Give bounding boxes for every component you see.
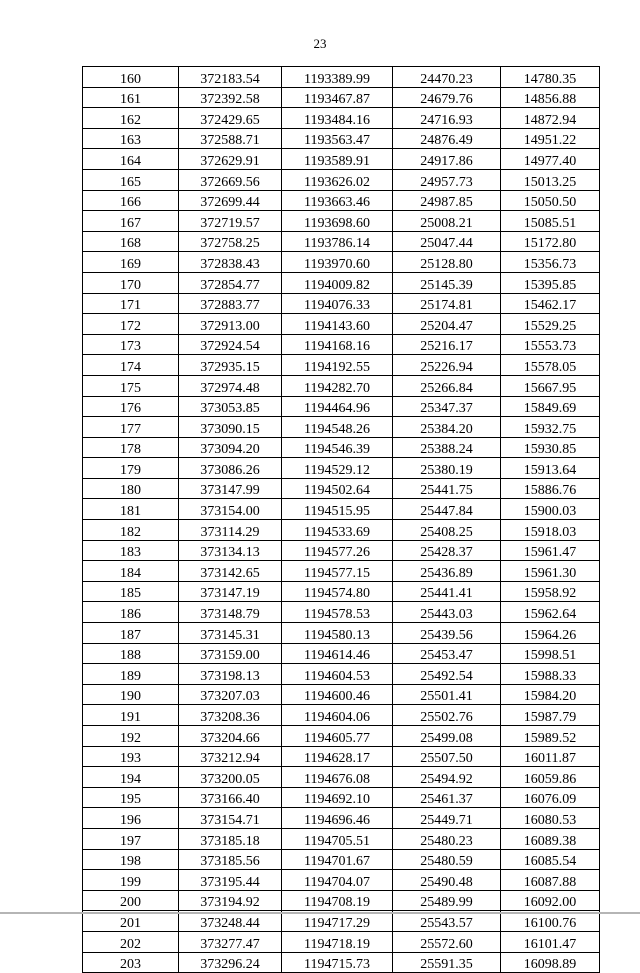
local-x-cell: 25008.21 <box>393 211 501 232</box>
local-y-cell: 15984.20 <box>501 684 600 705</box>
y-coordinate-cell: 1194600.46 <box>282 684 393 705</box>
local-y-cell: 16080.53 <box>501 808 600 829</box>
local-x-cell: 25128.80 <box>393 252 501 273</box>
table-row <box>83 931 600 952</box>
local-x-cell: 25439.56 <box>393 623 501 644</box>
local-y-cell: 15918.03 <box>501 520 600 541</box>
local-y-cell: 15172.80 <box>501 231 600 252</box>
point-number-cell: 199 <box>83 870 179 891</box>
x-coordinate-cell: 373090.15 <box>179 417 282 438</box>
table-row <box>83 272 600 293</box>
local-y-cell: 16085.54 <box>501 849 600 870</box>
y-coordinate-cell: 1194717.29 <box>282 911 393 932</box>
table-row <box>83 870 600 891</box>
table-row <box>83 375 600 396</box>
x-coordinate-cell: 372838.43 <box>179 252 282 273</box>
table-row <box>83 478 600 499</box>
point-number-cell: 162 <box>83 108 179 129</box>
local-x-cell: 25499.08 <box>393 726 501 747</box>
local-y-cell: 16098.89 <box>501 952 600 973</box>
table-row <box>83 602 600 623</box>
point-number-cell: 163 <box>83 128 179 149</box>
point-number-cell: 175 <box>83 375 179 396</box>
y-coordinate-cell: 1194705.51 <box>282 828 393 849</box>
local-y-cell: 15964.26 <box>501 623 600 644</box>
table-row <box>83 293 600 314</box>
local-x-cell: 25453.47 <box>393 643 501 664</box>
table-row <box>83 190 600 211</box>
local-y-cell: 15395.85 <box>501 272 600 293</box>
x-coordinate-cell: 372699.44 <box>179 190 282 211</box>
local-x-cell: 25489.99 <box>393 890 501 911</box>
point-number-cell: 187 <box>83 623 179 644</box>
local-x-cell: 25480.23 <box>393 828 501 849</box>
point-number-cell: 195 <box>83 787 179 808</box>
local-y-cell: 16100.76 <box>501 911 600 932</box>
local-y-cell: 15578.05 <box>501 355 600 376</box>
table-row <box>83 540 600 561</box>
local-x-cell: 25449.71 <box>393 808 501 829</box>
point-number-cell: 178 <box>83 437 179 458</box>
table-row <box>83 664 600 685</box>
y-coordinate-cell: 1194704.07 <box>282 870 393 891</box>
y-coordinate-cell: 1194628.17 <box>282 746 393 767</box>
point-number-cell: 191 <box>83 705 179 726</box>
point-number-cell: 183 <box>83 540 179 561</box>
point-number-cell: 170 <box>83 272 179 293</box>
table-row <box>83 952 600 973</box>
local-x-cell: 25441.75 <box>393 478 501 499</box>
x-coordinate-cell: 373094.20 <box>179 437 282 458</box>
x-coordinate-cell: 372935.15 <box>179 355 282 376</box>
point-number-cell: 174 <box>83 355 179 376</box>
local-y-cell: 15930.85 <box>501 437 600 458</box>
y-coordinate-cell: 1194546.39 <box>282 437 393 458</box>
local-y-cell: 14951.22 <box>501 128 600 149</box>
x-coordinate-cell: 373208.36 <box>179 705 282 726</box>
table-row <box>83 849 600 870</box>
local-x-cell: 25572.60 <box>393 931 501 952</box>
y-coordinate-cell: 1194548.26 <box>282 417 393 438</box>
y-coordinate-cell: 1194577.26 <box>282 540 393 561</box>
coordinates-table <box>82 66 600 973</box>
y-coordinate-cell: 1194192.55 <box>282 355 393 376</box>
table-row <box>83 787 600 808</box>
local-x-cell: 25591.35 <box>393 952 501 973</box>
local-y-cell: 16076.09 <box>501 787 600 808</box>
x-coordinate-cell: 373166.40 <box>179 787 282 808</box>
point-number-cell: 202 <box>83 931 179 952</box>
local-x-cell: 25501.41 <box>393 684 501 705</box>
y-coordinate-cell: 1194168.16 <box>282 334 393 355</box>
point-number-cell: 172 <box>83 314 179 335</box>
point-number-cell: 167 <box>83 211 179 232</box>
y-coordinate-cell: 1194574.80 <box>282 581 393 602</box>
x-coordinate-cell: 373142.65 <box>179 561 282 582</box>
x-coordinate-cell: 373154.00 <box>179 499 282 520</box>
point-number-cell: 165 <box>83 169 179 190</box>
local-y-cell: 15886.76 <box>501 478 600 499</box>
table-row <box>83 890 600 911</box>
point-number-cell: 181 <box>83 499 179 520</box>
local-y-cell: 15958.92 <box>501 581 600 602</box>
x-coordinate-cell: 373185.56 <box>179 849 282 870</box>
x-coordinate-cell: 372913.00 <box>179 314 282 335</box>
point-number-cell: 197 <box>83 828 179 849</box>
local-y-cell: 14780.35 <box>501 67 600 88</box>
x-coordinate-cell: 372588.71 <box>179 128 282 149</box>
local-y-cell: 14977.40 <box>501 149 600 170</box>
local-x-cell: 25216.17 <box>393 334 501 355</box>
local-y-cell: 15961.47 <box>501 540 600 561</box>
x-coordinate-cell: 373159.00 <box>179 643 282 664</box>
x-coordinate-cell: 373194.92 <box>179 890 282 911</box>
x-coordinate-cell: 373185.18 <box>179 828 282 849</box>
x-coordinate-cell: 373195.44 <box>179 870 282 891</box>
x-coordinate-cell: 372719.57 <box>179 211 282 232</box>
x-coordinate-cell: 373212.94 <box>179 746 282 767</box>
table-row <box>83 643 600 664</box>
x-coordinate-cell: 372392.58 <box>179 87 282 108</box>
table-row <box>83 355 600 376</box>
local-y-cell: 16101.47 <box>501 931 600 952</box>
table-row <box>83 211 600 232</box>
x-coordinate-cell: 373114.29 <box>179 520 282 541</box>
coordinates-table-body <box>83 67 600 973</box>
local-x-cell: 25384.20 <box>393 417 501 438</box>
local-x-cell: 25388.24 <box>393 437 501 458</box>
y-coordinate-cell: 1194009.82 <box>282 272 393 293</box>
y-coordinate-cell: 1194605.77 <box>282 726 393 747</box>
point-number-cell: 188 <box>83 643 179 664</box>
point-number-cell: 161 <box>83 87 179 108</box>
point-number-cell: 201 <box>83 911 179 932</box>
local-x-cell: 25174.81 <box>393 293 501 314</box>
x-coordinate-cell: 373154.71 <box>179 808 282 829</box>
table-row <box>83 828 600 849</box>
x-coordinate-cell: 373147.19 <box>179 581 282 602</box>
local-x-cell: 25266.84 <box>393 375 501 396</box>
y-coordinate-cell: 1194464.96 <box>282 396 393 417</box>
table-row <box>83 334 600 355</box>
x-coordinate-cell: 373296.24 <box>179 952 282 973</box>
x-coordinate-cell: 373198.13 <box>179 664 282 685</box>
table-row <box>83 67 600 88</box>
y-coordinate-cell: 1193389.99 <box>282 67 393 88</box>
table-row <box>83 314 600 335</box>
y-coordinate-cell: 1194696.46 <box>282 808 393 829</box>
y-coordinate-cell: 1194604.06 <box>282 705 393 726</box>
table-row <box>83 128 600 149</box>
x-coordinate-cell: 372183.54 <box>179 67 282 88</box>
x-coordinate-cell: 372669.56 <box>179 169 282 190</box>
x-coordinate-cell: 372758.25 <box>179 231 282 252</box>
point-number-cell: 177 <box>83 417 179 438</box>
table-row <box>83 499 600 520</box>
local-x-cell: 25428.37 <box>393 540 501 561</box>
point-number-cell: 180 <box>83 478 179 499</box>
point-number-cell: 182 <box>83 520 179 541</box>
local-x-cell: 24679.76 <box>393 87 501 108</box>
x-coordinate-cell: 373204.66 <box>179 726 282 747</box>
point-number-cell: 193 <box>83 746 179 767</box>
point-number-cell: 173 <box>83 334 179 355</box>
point-number-cell: 192 <box>83 726 179 747</box>
table-row <box>83 231 600 252</box>
local-y-cell: 15989.52 <box>501 726 600 747</box>
table-row <box>83 581 600 602</box>
local-x-cell: 25441.41 <box>393 581 501 602</box>
x-coordinate-cell: 373248.44 <box>179 911 282 932</box>
local-y-cell: 15900.03 <box>501 499 600 520</box>
point-number-cell: 171 <box>83 293 179 314</box>
point-number-cell: 196 <box>83 808 179 829</box>
point-number-cell: 169 <box>83 252 179 273</box>
local-y-cell: 16092.00 <box>501 890 600 911</box>
local-y-cell: 14856.88 <box>501 87 600 108</box>
y-coordinate-cell: 1194533.69 <box>282 520 393 541</box>
local-x-cell: 25408.25 <box>393 520 501 541</box>
point-number-cell: 168 <box>83 231 179 252</box>
table-row <box>83 108 600 129</box>
page-number: 23 <box>313 36 327 51</box>
table-row <box>83 767 600 788</box>
local-y-cell: 16087.88 <box>501 870 600 891</box>
local-x-cell: 24917.86 <box>393 149 501 170</box>
x-coordinate-cell: 372629.91 <box>179 149 282 170</box>
local-x-cell: 25436.89 <box>393 561 501 582</box>
point-number-cell: 194 <box>83 767 179 788</box>
local-y-cell: 15529.25 <box>501 314 600 335</box>
point-number-cell: 166 <box>83 190 179 211</box>
table-row <box>83 808 600 829</box>
local-x-cell: 25543.57 <box>393 911 501 932</box>
y-coordinate-cell: 1194578.53 <box>282 602 393 623</box>
y-coordinate-cell: 1194143.60 <box>282 314 393 335</box>
point-number-cell: 185 <box>83 581 179 602</box>
x-coordinate-cell: 373086.26 <box>179 458 282 479</box>
table-row <box>83 705 600 726</box>
local-x-cell: 24470.23 <box>393 67 501 88</box>
point-number-cell: 203 <box>83 952 179 973</box>
x-coordinate-cell: 372854.77 <box>179 272 282 293</box>
local-y-cell: 15462.17 <box>501 293 600 314</box>
y-coordinate-cell: 1194692.10 <box>282 787 393 808</box>
table-row <box>83 561 600 582</box>
y-coordinate-cell: 1194282.70 <box>282 375 393 396</box>
local-x-cell: 25204.47 <box>393 314 501 335</box>
local-x-cell: 25047.44 <box>393 231 501 252</box>
y-coordinate-cell: 1194715.73 <box>282 952 393 973</box>
page-bottom-edge <box>0 912 640 914</box>
table-row <box>83 252 600 273</box>
local-y-cell: 15849.69 <box>501 396 600 417</box>
local-y-cell: 15988.33 <box>501 664 600 685</box>
x-coordinate-cell: 373148.79 <box>179 602 282 623</box>
local-y-cell: 15553.73 <box>501 334 600 355</box>
y-coordinate-cell: 1193663.46 <box>282 190 393 211</box>
table-row <box>83 520 600 541</box>
x-coordinate-cell: 373277.47 <box>179 931 282 952</box>
point-number-cell: 179 <box>83 458 179 479</box>
local-x-cell: 25226.94 <box>393 355 501 376</box>
table-row <box>83 437 600 458</box>
local-x-cell: 24876.49 <box>393 128 501 149</box>
local-x-cell: 25494.92 <box>393 767 501 788</box>
local-y-cell: 15932.75 <box>501 417 600 438</box>
point-number-cell: 186 <box>83 602 179 623</box>
y-coordinate-cell: 1194580.13 <box>282 623 393 644</box>
y-coordinate-cell: 1194708.19 <box>282 890 393 911</box>
local-x-cell: 25461.37 <box>393 787 501 808</box>
local-y-cell: 16011.87 <box>501 746 600 767</box>
table-row <box>83 458 600 479</box>
local-y-cell: 15913.64 <box>501 458 600 479</box>
point-number-cell: 189 <box>83 664 179 685</box>
local-y-cell: 15987.79 <box>501 705 600 726</box>
point-number-cell: 160 <box>83 67 179 88</box>
local-y-cell: 15085.51 <box>501 211 600 232</box>
y-coordinate-cell: 1194614.46 <box>282 643 393 664</box>
local-y-cell: 15050.50 <box>501 190 600 211</box>
table-row <box>83 623 600 644</box>
y-coordinate-cell: 1193970.60 <box>282 252 393 273</box>
local-y-cell: 14872.94 <box>501 108 600 129</box>
table-row <box>83 746 600 767</box>
local-x-cell: 25347.37 <box>393 396 501 417</box>
local-x-cell: 25447.84 <box>393 499 501 520</box>
local-x-cell: 25443.03 <box>393 602 501 623</box>
local-x-cell: 25492.54 <box>393 664 501 685</box>
y-coordinate-cell: 1194604.53 <box>282 664 393 685</box>
local-y-cell: 15962.64 <box>501 602 600 623</box>
local-y-cell: 16059.86 <box>501 767 600 788</box>
table-row <box>83 684 600 705</box>
x-coordinate-cell: 372974.48 <box>179 375 282 396</box>
point-number-cell: 184 <box>83 561 179 582</box>
local-x-cell: 24987.85 <box>393 190 501 211</box>
point-number-cell: 176 <box>83 396 179 417</box>
y-coordinate-cell: 1194529.12 <box>282 458 393 479</box>
x-coordinate-cell: 373053.85 <box>179 396 282 417</box>
y-coordinate-cell: 1194676.08 <box>282 767 393 788</box>
local-y-cell: 15961.30 <box>501 561 600 582</box>
y-coordinate-cell: 1193589.91 <box>282 149 393 170</box>
point-number-cell: 190 <box>83 684 179 705</box>
point-number-cell: 164 <box>83 149 179 170</box>
local-x-cell: 24957.73 <box>393 169 501 190</box>
local-x-cell: 25507.50 <box>393 746 501 767</box>
y-coordinate-cell: 1194718.19 <box>282 931 393 952</box>
y-coordinate-cell: 1194076.33 <box>282 293 393 314</box>
x-coordinate-cell: 372924.54 <box>179 334 282 355</box>
local-x-cell: 25480.59 <box>393 849 501 870</box>
local-y-cell: 15356.73 <box>501 252 600 273</box>
y-coordinate-cell: 1194502.64 <box>282 478 393 499</box>
table-row <box>83 396 600 417</box>
y-coordinate-cell: 1194515.95 <box>282 499 393 520</box>
y-coordinate-cell: 1193698.60 <box>282 211 393 232</box>
table-row <box>83 169 600 190</box>
local-x-cell: 25502.76 <box>393 705 501 726</box>
local-x-cell: 25490.48 <box>393 870 501 891</box>
y-coordinate-cell: 1193563.47 <box>282 128 393 149</box>
local-y-cell: 15667.95 <box>501 375 600 396</box>
point-number-cell: 200 <box>83 890 179 911</box>
y-coordinate-cell: 1194701.67 <box>282 849 393 870</box>
x-coordinate-cell: 373134.13 <box>179 540 282 561</box>
x-coordinate-cell: 373147.99 <box>179 478 282 499</box>
table-row <box>83 726 600 747</box>
x-coordinate-cell: 373145.31 <box>179 623 282 644</box>
local-y-cell: 15013.25 <box>501 169 600 190</box>
local-y-cell: 16089.38 <box>501 828 600 849</box>
x-coordinate-cell: 373207.03 <box>179 684 282 705</box>
x-coordinate-cell: 372429.65 <box>179 108 282 129</box>
table-row <box>83 417 600 438</box>
x-coordinate-cell: 373200.05 <box>179 767 282 788</box>
y-coordinate-cell: 1194577.15 <box>282 561 393 582</box>
table-row <box>83 149 600 170</box>
local-x-cell: 25145.39 <box>393 272 501 293</box>
table-row <box>83 87 600 108</box>
local-x-cell: 25380.19 <box>393 458 501 479</box>
local-y-cell: 15998.51 <box>501 643 600 664</box>
y-coordinate-cell: 1193786.14 <box>282 231 393 252</box>
local-x-cell: 24716.93 <box>393 108 501 129</box>
point-number-cell: 198 <box>83 849 179 870</box>
x-coordinate-cell: 372883.77 <box>179 293 282 314</box>
y-coordinate-cell: 1193626.02 <box>282 169 393 190</box>
y-coordinate-cell: 1193467.87 <box>282 87 393 108</box>
y-coordinate-cell: 1193484.16 <box>282 108 393 129</box>
